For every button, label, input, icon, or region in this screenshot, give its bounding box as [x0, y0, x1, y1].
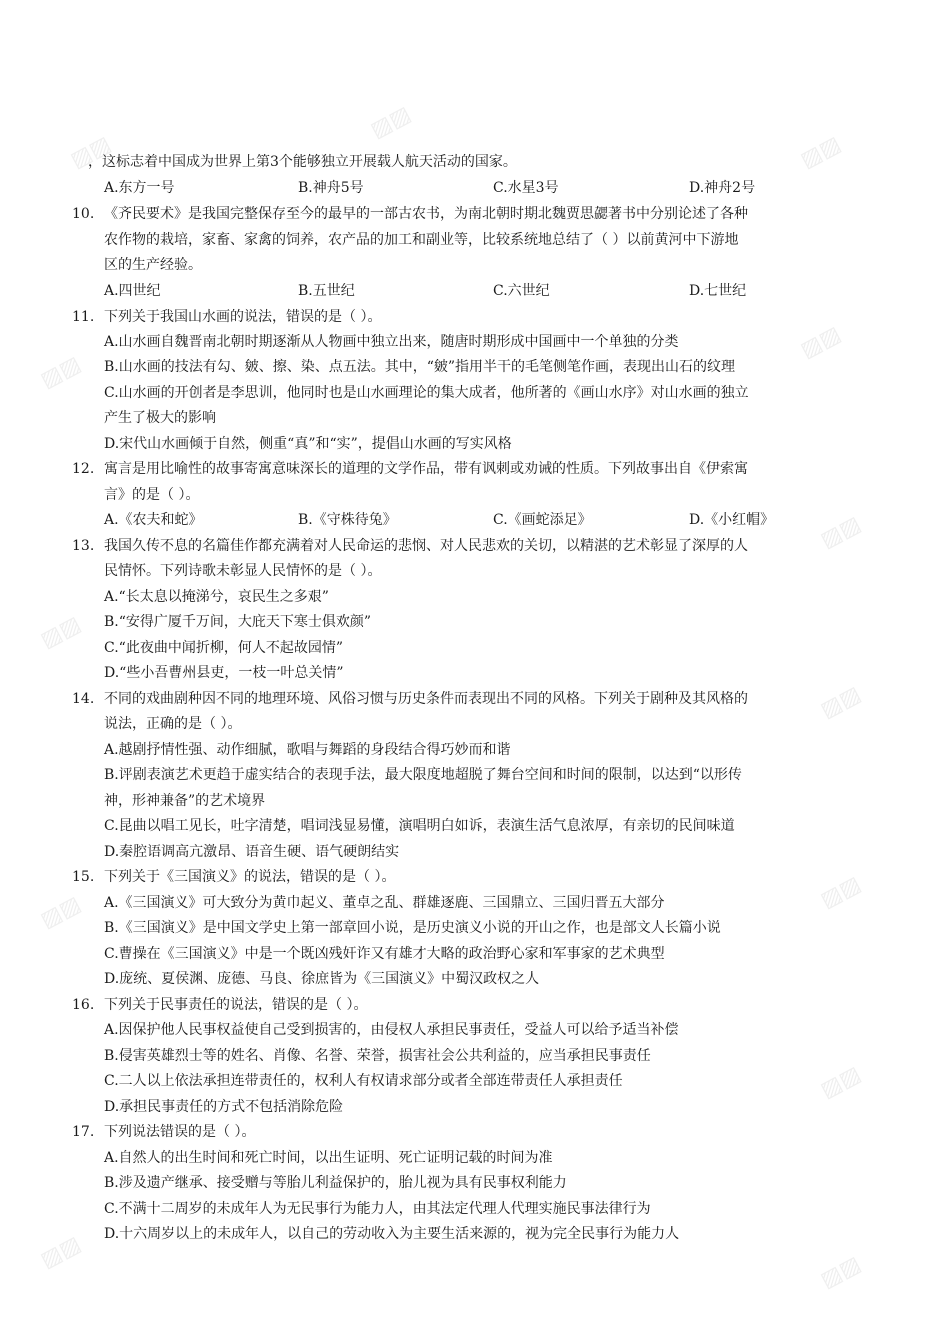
watermark-logo: ▨▨	[66, 131, 116, 174]
question-10-number: 10.	[72, 206, 95, 222]
watermark-logo: ▨▨	[816, 1061, 866, 1104]
question-15-option-b: B.《三国演义》是中国文学史上第一部章回小说，是历史演义小说的开山之作，也是部文人长篇小说	[104, 920, 721, 936]
question-16-option-d: D.承担民事责任的方式不包括消除危险	[104, 1099, 344, 1115]
watermark-logo: ▨▨	[796, 321, 846, 364]
question-15-option-a: A.《三国演义》可大致分为黄巾起义、董卓之乱、群雄逐鹿、三国鼎立、三国归晋五大部分	[104, 895, 665, 911]
question-11-option-d: D.宋代山水画倾于自然，侧重“真”和“实”，提倡山水画的写实风格	[104, 436, 512, 452]
question-17-option-d: D.十六周岁以上的未成年人，以自己的劳动收入为主要生活来源的，视为完全民事行为能力人	[104, 1226, 680, 1242]
watermark-logo: ▨▨	[816, 871, 866, 914]
watermark-logo: ▨▨	[366, 101, 416, 144]
question-10-option-a: A.四世纪	[104, 283, 161, 299]
watermark-logo: ▨▨	[36, 611, 86, 654]
question-15-number: 15.	[72, 869, 95, 885]
watermark-logo: ▨▨	[816, 681, 866, 724]
question-10-stem-line: 区的生产经验。	[104, 257, 202, 273]
question-15-option-d: D.庞统、夏侯渊、庞德、马良、徐庶皆为《三国演义》中蜀汉政权之人	[104, 971, 540, 987]
question-10-option-b: B.五世纪	[298, 283, 355, 299]
watermark-logo: ▨▨	[816, 1251, 866, 1294]
question-17-option-c: C.不满十二周岁的未成年人为无民事行为能力人，由其法定代理人代理实施民事法律行为	[104, 1201, 651, 1217]
question-14-stem-line: 不同的戏曲剧种因不同的地理环境、风俗习惯与历史条件而表现出不同的风格。下列关于剧种及其风格的	[104, 691, 748, 707]
question-12-number: 12.	[72, 461, 95, 477]
question-16-option-c: C.二人以上依法承担连带责任的，权利人有权请求部分或者全部连带责任人承担责任	[104, 1073, 623, 1089]
question-9-option-c: C.水星3号	[493, 180, 559, 196]
question-11-number: 11.	[72, 309, 95, 325]
watermark-logo: ▨▨	[36, 1231, 86, 1274]
question-11-stem-line: 下列关于我国山水画的说法，错误的是（ ）。	[104, 309, 382, 325]
watermark-logo: ▨▨	[36, 351, 86, 394]
question-9-stem: ，这标志着中国成为世界上第3个能够独立开展载人航天活动的国家。	[88, 154, 517, 170]
question-11-option-c-cont: 产生了极大的影响	[104, 410, 216, 426]
question-13-stem-line: 我国久传不息的名篇佳作都充满着对人民命运的悲悯、对人民悲欢的关切，以精湛的艺术彰显了深厚的人	[104, 538, 748, 554]
question-12-option-d: D.《小红帽》	[689, 512, 775, 528]
question-14-option-b-cont: 神，形神兼备”的艺术境界	[104, 793, 266, 809]
question-16-number: 16.	[72, 997, 95, 1013]
question-10-stem-line: 《齐民要术》是我国完整保存至今的最早的一部古农书，为南北朝时期北魏贾思勰著书中分别论述了各种	[104, 206, 748, 222]
question-13-option-d: D.“些小吾曹州县吏，一枝一叶总关情”	[104, 665, 344, 681]
question-9-option-a: A.东方一号	[104, 180, 175, 196]
question-13-stem-line: 民情怀。下列诗歌未彰显人民情怀的是（ ）。	[104, 563, 382, 579]
question-12-option-a: A.《农夫和蛇》	[104, 512, 203, 528]
question-10-option-c: C.六世纪	[493, 283, 550, 299]
question-14-option-d: D.秦腔语调高亢激昂、语音生硬、语气硬朗结实	[104, 844, 400, 860]
question-16-stem-line: 下列关于民事责任的说法，错误的是（ ）。	[104, 997, 368, 1013]
question-13-option-c: C.“此夜曲中闻折柳，何人不起故园情”	[104, 640, 343, 656]
question-13-number: 13.	[72, 538, 95, 554]
question-12-stem-line: 寓言是用比喻性的故事寄寓意味深长的道理的文学作品，带有讽刺或劝诫的性质。下列故事出自《伊索寓	[104, 461, 748, 477]
question-17-stem-line: 下列说法错误的是（ ）。	[104, 1124, 256, 1140]
question-16-option-b: B.侵害英雄烈士等的姓名、肖像、名誉、荣誉，损害社会公共利益的，应当承担民事责任	[104, 1048, 651, 1064]
question-15-stem-line: 下列关于《三国演义》的说法，错误的是（ ）。	[104, 869, 396, 885]
question-10-option-d: D.七世纪	[689, 283, 747, 299]
question-16-option-a: A.因保护他人民事权益使自己受到损害的，由侵权人承担民事责任，受益人可以给予适当补偿	[104, 1022, 679, 1038]
question-11-option-b: B.山水画的技法有勾、皴、擦、染、点五法。其中，“皴”指用半干的毛笔侧笔作画，表现出山石的纹理	[104, 359, 736, 375]
question-12-stem-line: 言》的是（ ）。	[104, 487, 200, 503]
question-14-number: 14.	[72, 691, 95, 707]
watermark-logo: ▨▨	[796, 131, 846, 174]
question-11-option-c: C.山水画的开创者是李思训，他同时也是山水画理论的集大成者，他所著的《画山水序》对山水画的独立	[104, 385, 749, 401]
watermark-logo: ▨▨	[816, 511, 866, 554]
question-10-stem-line: 农作物的栽培，家畜、家禽的饲养，农产品的加工和副业等，比较系统地总结了（ ）以前黄河中下游地	[104, 232, 739, 248]
question-17-option-a: A.自然人的出生时间和死亡时间，以出生证明、死亡证明记载的时间为准	[104, 1150, 553, 1166]
question-14-option-b: B.评剧表演艺术更趋于虚实结合的表现手法，最大限度地超脱了舞台空间和时间的限制，以达到“以形传	[104, 767, 742, 783]
question-12-option-b: B.《守株待兔》	[298, 512, 397, 528]
question-15-option-c: C.曹操在《三国演义》中是一个既凶残奸诈又有雄才大略的政治野心家和军事家的艺术典型	[104, 946, 665, 962]
watermark-logo: ▨▨	[36, 891, 86, 934]
question-13-option-a: A.“长太息以掩涕兮，哀民生之多艰”	[104, 589, 329, 605]
question-11-option-a: A.山水画自魏晋南北朝时期逐渐从人物画中独立出来，随唐时期形成中国画中一个单独的分类	[104, 334, 679, 350]
question-17-number: 17.	[72, 1124, 95, 1140]
question-14-option-c: C.昆曲以唱工见长，吐字清楚，唱词浅显易懂，演唱明白如诉，表演生活气息浓厚，有亲切的民间味道	[104, 818, 735, 834]
question-14-option-a: A.越剧抒情性强、动作细腻，歌唱与舞蹈的身段结合得巧妙而和谐	[104, 742, 511, 758]
question-9-option-b: B.神舟5号	[298, 180, 364, 196]
question-13-option-b: B.“安得广厦千万间，大庇天下寒士俱欢颜”	[104, 614, 372, 630]
question-12-option-c: C.《画蛇添足》	[493, 512, 592, 528]
question-14-stem-line: 说法，正确的是（ ）。	[104, 716, 242, 732]
question-17-option-b: B.涉及遗产继承、接受赠与等胎儿利益保护的，胎儿视为具有民事权利能力	[104, 1175, 567, 1191]
question-9-option-d: D.神舟2号	[689, 180, 756, 196]
